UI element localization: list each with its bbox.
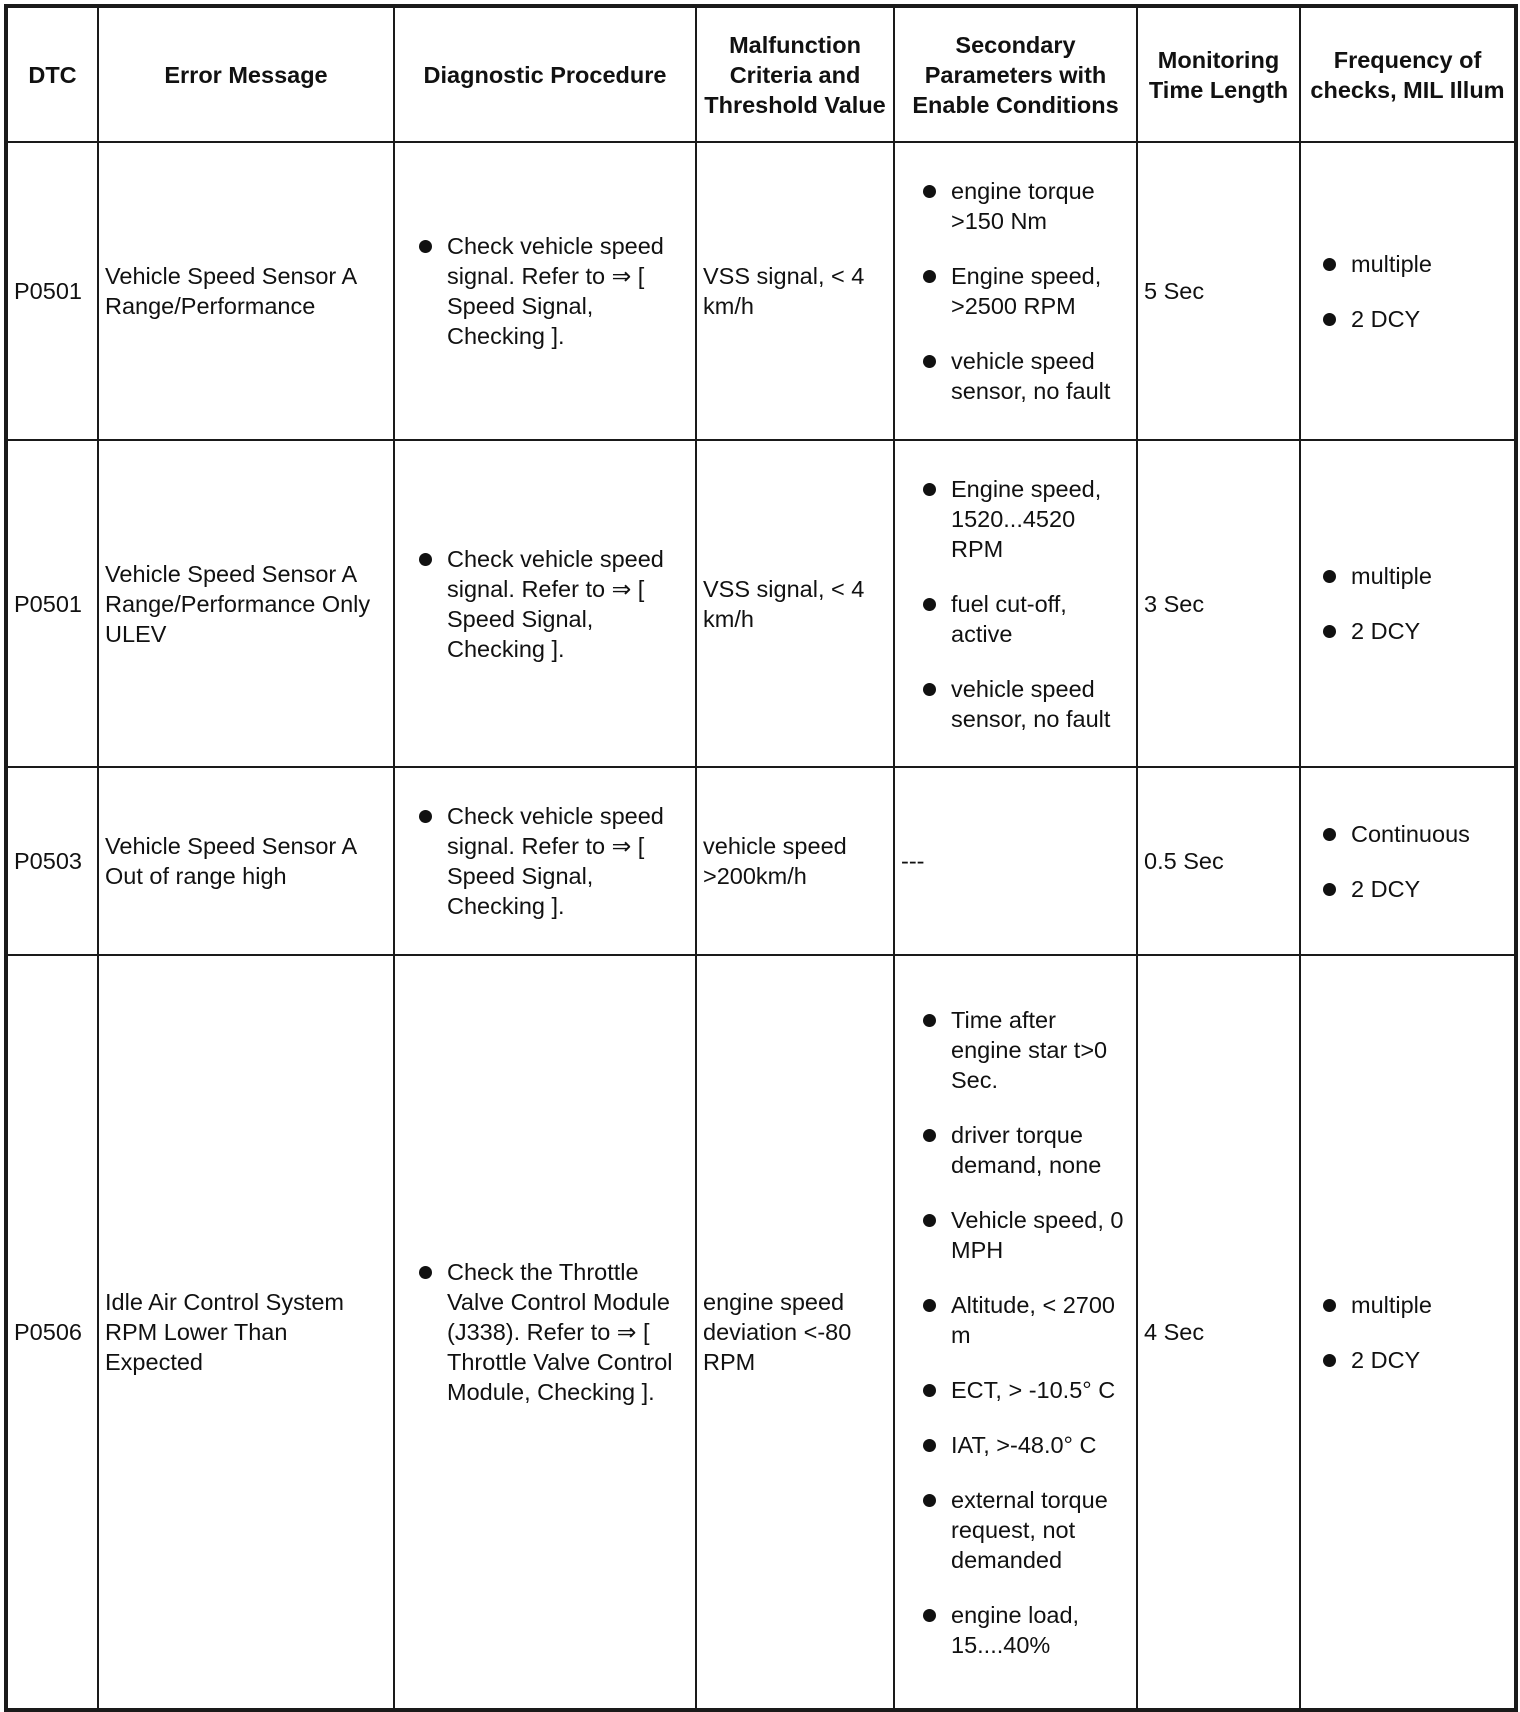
frequency-cell [1300, 440, 1516, 767]
table-row [6, 767, 1516, 955]
diagnostic-procedure-cell [394, 142, 696, 440]
secondary-parameter: engine load, 15....40% [919, 1600, 1130, 1660]
secondary-parameter: Engine speed, 1520...4520 RPM [919, 474, 1130, 564]
frequency-item: Continuous [1319, 819, 1508, 849]
frequency-item: multiple [1319, 249, 1508, 279]
frequency-item: multiple [1319, 561, 1508, 591]
secondary-parameter: engine torque >150 Nm [919, 176, 1130, 236]
table-row [6, 440, 1516, 767]
monitoring-time: 0.5 Sec [1137, 767, 1300, 955]
monitoring-time: 3 Sec [1137, 440, 1300, 767]
header-dtc: DTC [6, 6, 98, 142]
header-error-message: Error Message [98, 6, 394, 142]
frequency-item: 2 DCY [1319, 304, 1508, 334]
dtc-code: P0503 [6, 767, 98, 955]
secondary-parameter: vehicle speed sensor, no fault [919, 674, 1130, 734]
malfunction-criteria: engine speed deviation <-80 RPM [696, 955, 894, 1710]
dtc-code: P0506 [6, 955, 98, 1710]
secondary-parameter: Time after engine star t>0 Sec. [919, 1005, 1130, 1095]
header-monitoring-time: Monitoring Time Length [1137, 6, 1300, 142]
secondary-parameter: driver torque demand, none [919, 1120, 1130, 1180]
monitoring-time: 5 Sec [1137, 142, 1300, 440]
header-malfunction-criteria: Malfunction Criteria and Threshold Value [696, 6, 894, 142]
secondary-parameter: fuel cut-off, active [919, 589, 1130, 649]
error-message: Vehicle Speed Sensor A Range/Performance Only ULEV [98, 440, 394, 767]
error-message: Vehicle Speed Sensor A Out of range high [98, 767, 394, 955]
frequency-item: 2 DCY [1319, 874, 1508, 904]
diagnostic-procedure: Check vehicle speed signal. Refer to ⇒ [ Speed Signal, Checking ]. [415, 231, 689, 351]
frequency-item: 2 DCY [1319, 616, 1508, 646]
error-message: Idle Air Control System RPM Lower Than Expected [98, 955, 394, 1710]
header-diagnostic-procedure: Diagnostic Procedure [394, 6, 696, 142]
dtc-table-page [4, 4, 1514, 1712]
secondary-parameter: ECT, > -10.5° C [919, 1375, 1130, 1405]
diagnostic-procedure-cell [394, 767, 696, 955]
header-frequency: Frequency of checks, MIL Illum [1300, 6, 1516, 142]
frequency-cell [1300, 955, 1516, 1710]
diagnostic-procedure: Check vehicle speed signal. Refer to ⇒ [ Speed Signal, Checking ]. [415, 544, 689, 664]
diagnostic-procedure: Check the Throttle Valve Control Module (J338). Refer to ⇒ [ Throttle Valve Control Module, Checking ]. [415, 1257, 689, 1407]
dtc-code: P0501 [6, 440, 98, 767]
secondary-parameter: Vehicle speed, 0 MPH [919, 1205, 1130, 1265]
malfunction-criteria: vehicle speed >200km/h [696, 767, 894, 955]
frequency-item: multiple [1319, 1290, 1508, 1320]
monitoring-time: 4 Sec [1137, 955, 1300, 1710]
malfunction-criteria: VSS signal, < 4 km/h [696, 142, 894, 440]
error-message: Vehicle Speed Sensor A Range/Performance [98, 142, 394, 440]
secondary-parameter: Engine speed, >2500 RPM [919, 261, 1130, 321]
header-secondary-parameters: Secondary Parameters with Enable Conditions [894, 6, 1137, 142]
diagnostic-procedure-cell [394, 955, 696, 1710]
secondary-parameters-cell [894, 440, 1137, 767]
table-header-row [6, 6, 1516, 142]
secondary-parameter: vehicle speed sensor, no fault [919, 346, 1130, 406]
secondary-parameters: --- [894, 767, 1137, 955]
frequency-cell [1300, 767, 1516, 955]
secondary-parameters-cell [894, 955, 1137, 1710]
table-row [6, 142, 1516, 440]
secondary-parameters-cell [894, 142, 1137, 440]
dtc-code: P0501 [6, 142, 98, 440]
malfunction-criteria: VSS signal, < 4 km/h [696, 440, 894, 767]
secondary-parameter: IAT, >-48.0° C [919, 1430, 1130, 1460]
secondary-parameter: external torque request, not demanded [919, 1485, 1130, 1575]
diagnostic-procedure: Check vehicle speed signal. Refer to ⇒ [ Speed Signal, Checking ]. [415, 801, 689, 921]
secondary-parameter: Altitude, < 2700 m [919, 1290, 1130, 1350]
frequency-item: 2 DCY [1319, 1345, 1508, 1375]
frequency-cell [1300, 142, 1516, 440]
table-row [6, 955, 1516, 1710]
dtc-table [4, 4, 1518, 1712]
diagnostic-procedure-cell [394, 440, 696, 767]
